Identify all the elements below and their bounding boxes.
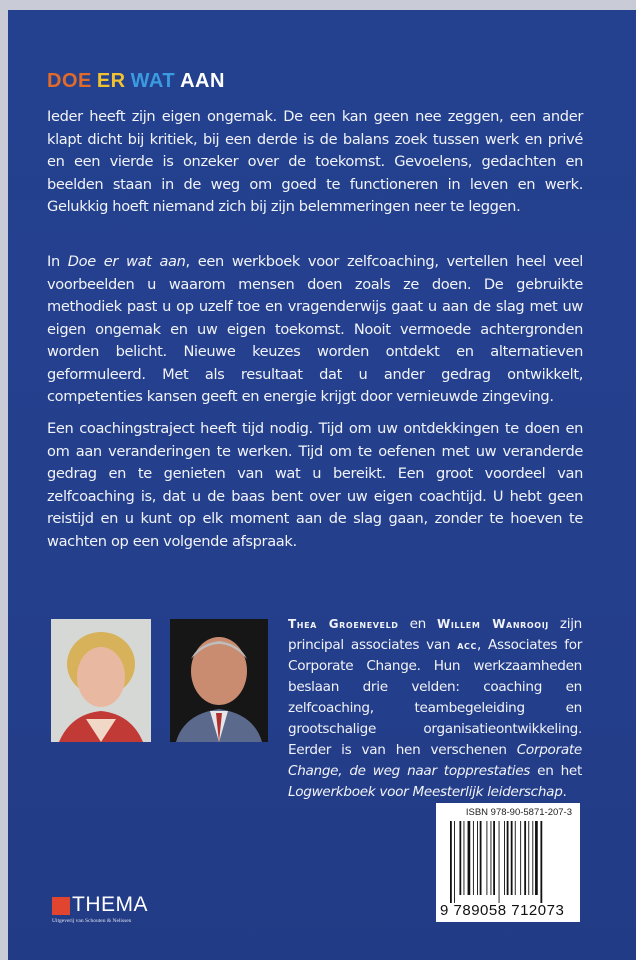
book-title: Logwerkboek voor Meesterlijk leiderschap: [288, 784, 563, 800]
logo-square-icon: [52, 897, 70, 915]
author-photo-thea: [51, 619, 151, 742]
isbn-barcode: [436, 803, 580, 922]
text: zijn principal associates van: [288, 616, 582, 653]
title-word: WAT: [130, 70, 176, 92]
paragraph-3: Een coachingstraject heeft tijd nodig. Tijd om uw ontdekkingen te doen en om aan veranderingen te werken. Tijd om te oefenen met uw veranderde gedrag en te genieten van wat u bereikt. Een groot voordeel van zelfcoaching is, dat u de baas bent over uw eigen coachtijd. U hebt geen reistijd en u kunt op elk moment aan de slag gaan, zonder te hoeven te wachten op een volgende afspraak.: [47, 420, 583, 550]
barcode-bars: [450, 821, 570, 903]
publisher-subtitle: Uitgeverij van Schouten & Nelissen: [52, 918, 132, 924]
isbn-text: ISBN 978-90-5871-207-3: [465, 807, 572, 818]
text: , een werkboek voor zelfcoaching, vertellen heel veel voorbeelden u waarom mensen doen zoals ze doen. De gebruikte methodiek past u op uzelf toe en vragenderwijs gaat u aan de slag met uw eigen ongemak en uw eigen toekomst. Nooit vermoede achtergronden worden belicht. Nieuwe keuzes worden ontdekt en alternatieven geformuleerd. Met als resultaat dat u ander gedrag ontwikkelt, competenties kansen geeft en energie krijgt door vernieuwde zingeving.: [47, 253, 583, 405]
author-name: Willem Wanrooij: [437, 617, 549, 631]
text: , Associates for Corporate Change. Hun werkzaamheden beslaan drie velden: coaching en zelfcoaching, teambegeleiding en grootschalige organisatieontwikkeling. Eerder is van hen verschenen: [288, 637, 582, 758]
title-word: AAN: [180, 70, 225, 92]
ean-number: 9 789058 712073: [440, 902, 565, 919]
author-bio: [288, 614, 582, 803]
paragraph-1: Ieder heeft zijn eigen ongemak. De een kan geen nee zeggen, een ander klapt dicht bij kritiek, bij een derde is de balans zoek tussen werk en privé en een vierde is onzeker over de toekomst. Gevoelens, gedachten en beelden staan in de weg om goed te functioneren in leven en werk. Gelukkig hoeft niemand zich bij zijn belemmeringen neer te leggen.: [47, 108, 583, 215]
title: [47, 70, 230, 93]
text: en: [398, 616, 437, 632]
paragraph-2: [47, 251, 583, 409]
author-photo-willem: [170, 619, 268, 742]
text: .: [562, 784, 567, 800]
title-word: DOE: [47, 70, 92, 92]
book-title: Doe er wat aan: [67, 253, 186, 270]
acc-abbreviation: acc: [457, 638, 477, 652]
publisher-name: THEMA: [72, 893, 148, 916]
book-title: Corporate Change, de weg naar topprestaties: [288, 742, 582, 779]
text: en het: [530, 763, 582, 779]
title-word: ER: [96, 70, 126, 92]
text: In: [47, 253, 68, 270]
author-name: Thea Groeneveld: [288, 617, 399, 631]
